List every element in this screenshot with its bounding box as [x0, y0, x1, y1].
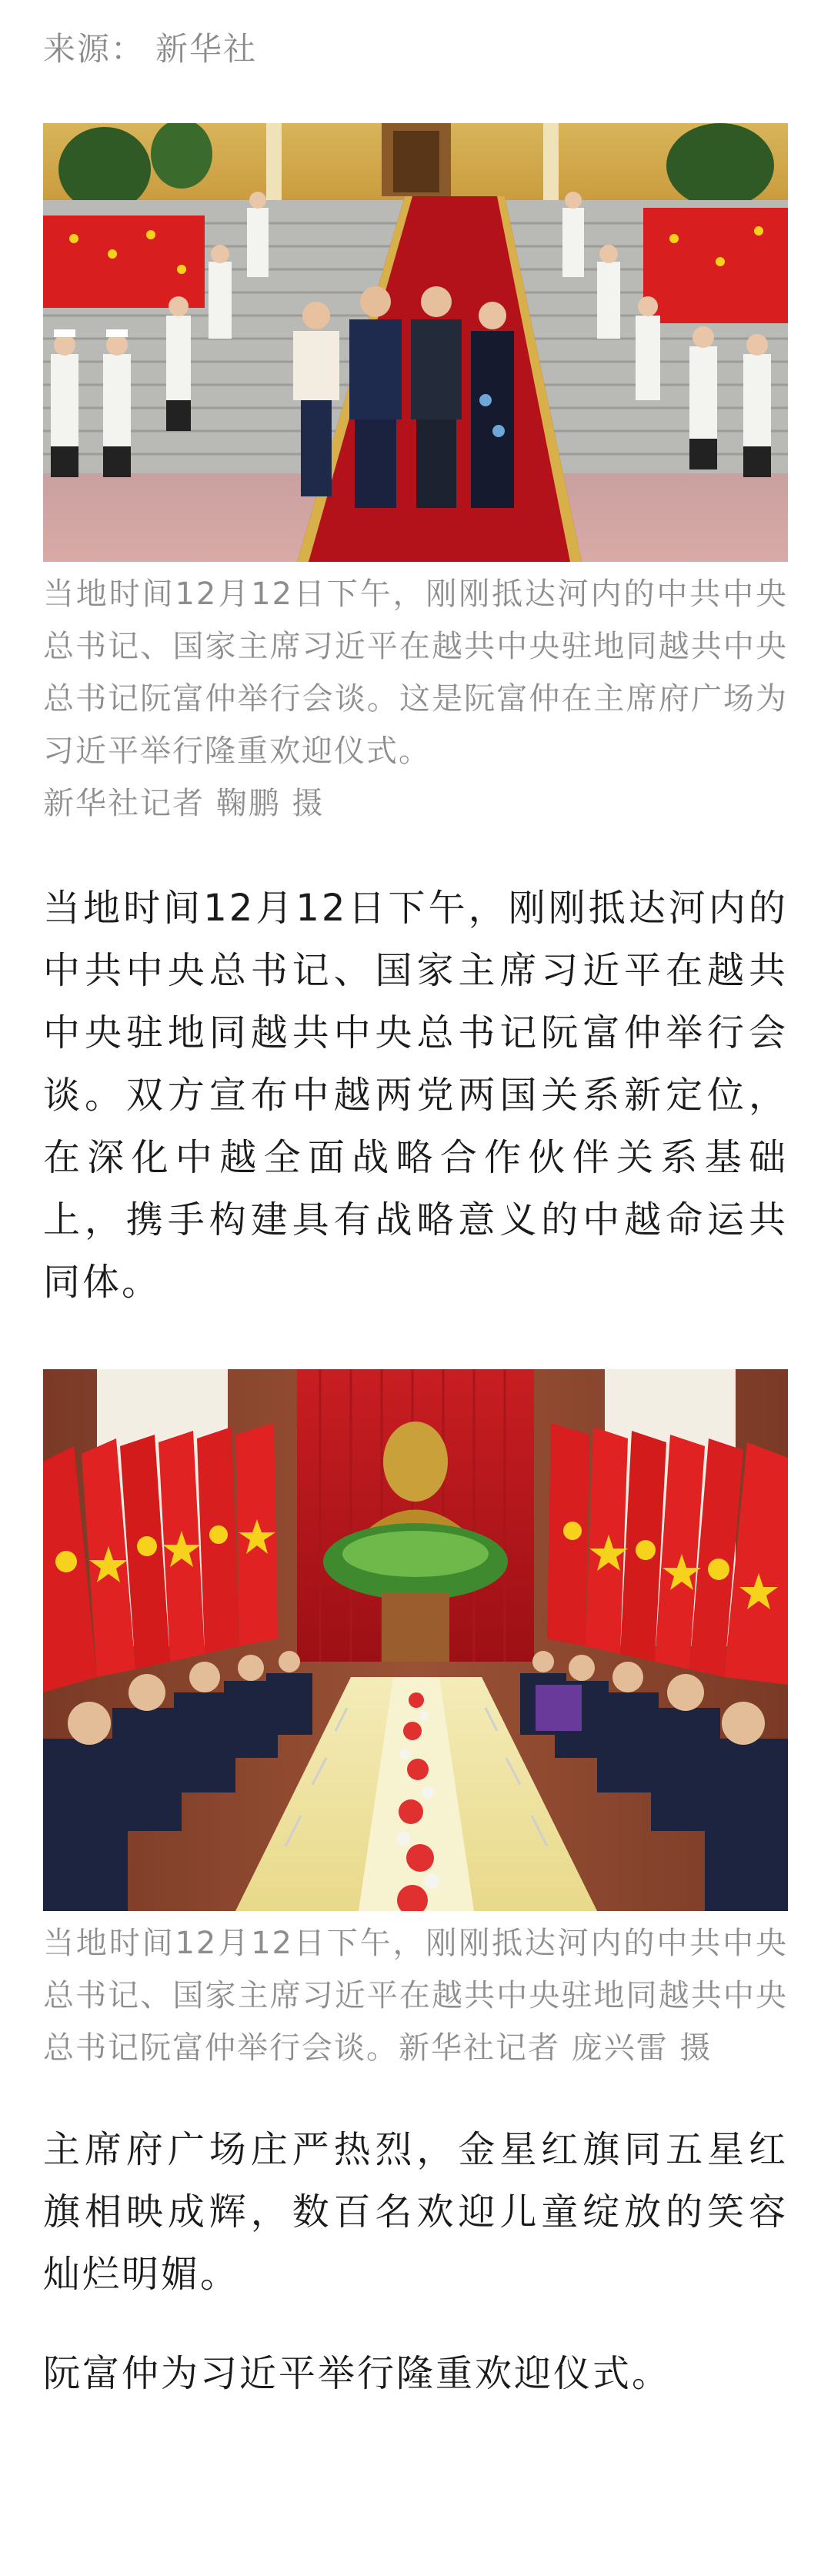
welcome-ceremony-photo: [43, 123, 788, 562]
article-paragraph-3: 阮富仲为习近平举行隆重欢迎仪式。: [43, 2352, 672, 2395]
article-paragraph-1: 当地时间12月12日下午，刚刚抵达河内的中共中央总书记、国家主席习近平在越共中央驻地同越共中央总书记阮富仲举行会谈。双方宣布中越两党两国关系新定位，在深化中越全面战略合作伙伴关系基础上，携手构建具有战略意义的中越命运共同体。: [43, 887, 788, 1304]
photo2-caption: 当地时间12月12日下午，刚刚抵达河内的中共中央总书记、国家主席习近平在越共中央驻地同越共中央总书记阮富仲举行会谈。新华社记者 庞兴雷 摄: [43, 1926, 788, 2066]
talks-photo: [43, 1369, 788, 1911]
article-paragraph-2: 主席府广场庄严热烈，金星红旗同五星红旗相映成辉，数百名欢迎儿童绽放的笑容灿烂明媚。: [43, 2128, 788, 2296]
article: [43, 0, 788, 2405]
photo1-caption-text: 当地时间12月12日下午，刚刚抵达河内的中共中央总书记、国家主席习近平在越共中央驻地同越共中央总书记阮富仲举行会谈。这是阮富仲在主席府广场为习近平举行隆重欢迎仪式。: [43, 576, 788, 769]
article-source: [43, 22, 788, 77]
photo1-caption: [43, 568, 788, 830]
photo1-credit: 新华社记者 鞠鹏 摄: [43, 786, 325, 821]
source-label: 来源：: [43, 30, 145, 68]
source-name: 新华社: [155, 30, 258, 68]
